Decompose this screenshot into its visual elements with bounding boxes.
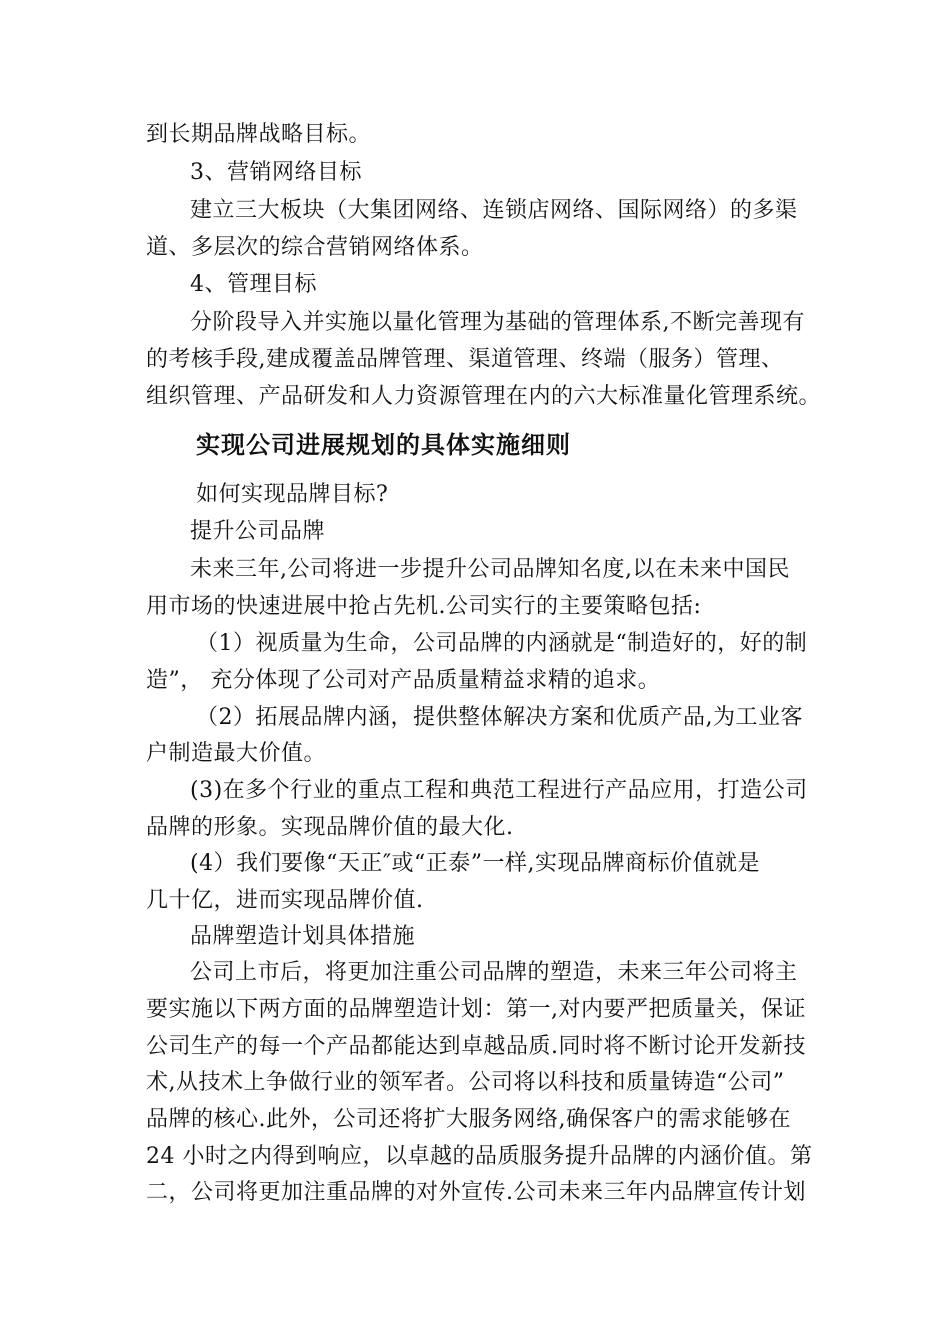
list-item: (4）我们要像“天正″或“正泰”一样,实现品牌商标价值就是 [190,851,761,876]
list-item: (3)在多个行业的重点工程和典范工程进行产品应用，打造公司 [190,778,808,803]
paragraph-line: 造”， 充分体现了公司对产品质量精益求精的追求。 [146,668,661,693]
subheading: 如何实现品牌目标? [196,482,389,507]
paragraph-line: 品牌的核心.此外，公司还将扩大服务网络,确保客户的需求能够在 [146,1107,791,1132]
paragraph-line: 建立三大板块（大集团网络、连锁店网络、国际网络）的多渠 [190,198,798,223]
paragraph-line: 组织管理、产品研发和人力资源管理在内的六大标准量化管理系统。 [146,384,822,409]
list-item: （2）拓展品牌内涵，提供整体解决方案和优质产品,为工业客 [196,705,803,730]
paragraph-line: 分阶段导入并实施以量化管理为基础的管理体系,不断完善现有 [190,310,805,335]
subheading: 品牌塑造计划具体措施 [190,924,416,949]
section-heading-management: 4、管理目标 [190,272,317,297]
paragraph-line: 的考核手段,建成覆盖品牌管理、渠道管理、终端（服务）管理、 [146,347,784,372]
paragraph-line: 到长期品牌战略目标。 [146,122,372,147]
paragraph-line: 公司上市后，将更加注重公司品牌的塑造，未来三年公司将主 [190,960,798,985]
paragraph-line: 二，公司将更加注重品牌的对外宣传.公司未来三年内品牌宣传计划 [146,1180,806,1205]
list-item: （1）视质量为生命，公司品牌的内涵就是“制造好的，好的制 [196,631,808,656]
paragraph-line: 24 小时之内得到响应，以卓越的品质服务提升品牌的内涵价值。第 [146,1144,813,1169]
paragraph-line: 道、多层次的综合营销网络体系。 [146,235,484,260]
section-heading-marketing-network: 3、营销网络目标 [190,160,362,185]
paragraph-line: 未来三年,公司将进一步提升公司品牌知名度,以在未来中国民 [190,557,790,582]
subheading: 提升公司品牌 [190,519,326,544]
paragraph-line: 户制造最大价值。 [146,741,327,766]
paragraph-line: 公司生产的每一个产品都能达到卓越品质.同时将不断讨论开发新技 [146,1034,806,1059]
paragraph-line: 几十亿，进而实现品牌价值. [146,888,424,913]
paragraph-line: 品牌的形象。实现品牌价值的最大化. [146,815,514,840]
paragraph-line: 要实施以下两方面的品牌塑造计划：第一,对内要严把质量关，保证 [146,997,806,1022]
page-title: 实现公司进展规划的具体实施细则 [196,431,571,459]
paragraph-line: 术,从技术上争做行业的领军者。公司将以科技和质量铸造“公司” [146,1070,785,1095]
paragraph-line: 用市场的快速进展中抢占先机.公司实行的主要策略包括: [146,594,702,619]
